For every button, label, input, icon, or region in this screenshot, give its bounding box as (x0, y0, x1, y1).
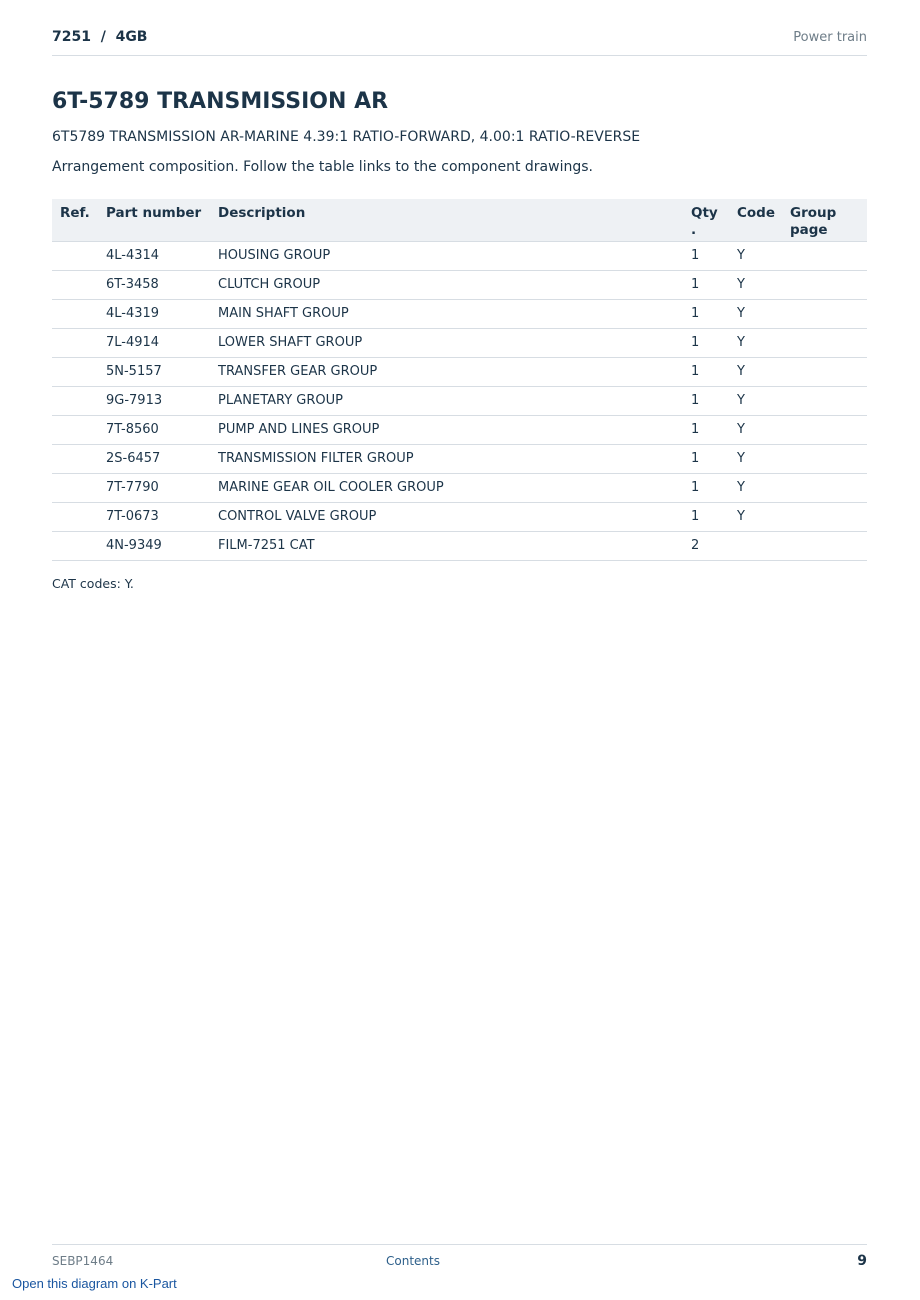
cell-part-number[interactable]: 9G-7913 (98, 386, 210, 415)
contents-link[interactable]: Contents (386, 1254, 440, 1268)
col-header-part-number: Part number (98, 199, 210, 241)
page-header (52, 29, 867, 56)
cell-ref (52, 415, 98, 444)
table-row[interactable] (52, 531, 867, 560)
cell-qty: 1 (683, 241, 729, 270)
cell-code: Y (729, 328, 782, 357)
cell-part-number[interactable]: 7T-7790 (98, 473, 210, 502)
breadcrumb: 7251 / 4GB (52, 29, 148, 45)
cell-code: Y (729, 357, 782, 386)
cell-part-number[interactable]: 2S-6457 (98, 444, 210, 473)
parts-table (52, 199, 867, 561)
table-row[interactable] (52, 299, 867, 328)
cell-description: HOUSING GROUP (210, 241, 683, 270)
cell-qty: 1 (683, 328, 729, 357)
table-row[interactable] (52, 444, 867, 473)
cell-part-number[interactable]: 4N-9349 (98, 531, 210, 560)
cat-codes-note: CAT codes: Y. (52, 576, 134, 591)
cell-ref (52, 444, 98, 473)
cell-description: FILM-7251 CAT (210, 531, 683, 560)
cell-description: TRANSMISSION FILTER GROUP (210, 444, 683, 473)
cell-qty: 2 (683, 531, 729, 560)
col-header-group-page: Group page (782, 199, 867, 241)
cell-group-page (782, 444, 867, 473)
cell-qty: 1 (683, 502, 729, 531)
table-row[interactable] (52, 270, 867, 299)
cell-ref (52, 531, 98, 560)
col-header-ref: Ref. (52, 199, 98, 241)
cell-code: Y (729, 415, 782, 444)
cell-code: Y (729, 473, 782, 502)
col-header-code: Code (729, 199, 782, 241)
table-header-row (52, 199, 867, 241)
cell-part-number[interactable]: 4L-4314 (98, 241, 210, 270)
cell-code: Y (729, 502, 782, 531)
cell-group-page (782, 531, 867, 560)
cell-group-page (782, 241, 867, 270)
cell-code: Y (729, 444, 782, 473)
cell-ref (52, 270, 98, 299)
cell-part-number[interactable]: 4L-4319 (98, 299, 210, 328)
intro-text: Arrangement composition. Follow the table links to the component drawings. (52, 159, 593, 175)
cell-description: CONTROL VALVE GROUP (210, 502, 683, 531)
page-title: 6T-5789 TRANSMISSION AR (52, 89, 389, 114)
cell-ref (52, 386, 98, 415)
page-subtitle: 6T5789 TRANSMISSION AR-MARINE 4.39:1 RATIO-FORWARD, 4.00:1 RATIO-REVERSE (52, 129, 641, 145)
cell-group-page (782, 386, 867, 415)
cell-group-page (782, 502, 867, 531)
cell-description: CLUTCH GROUP (210, 270, 683, 299)
cell-ref (52, 241, 98, 270)
cell-group-page (782, 299, 867, 328)
cell-description: TRANSFER GEAR GROUP (210, 357, 683, 386)
cell-qty: 1 (683, 299, 729, 328)
cell-qty: 1 (683, 415, 729, 444)
table-row[interactable] (52, 386, 867, 415)
cell-qty: 1 (683, 270, 729, 299)
cell-group-page (782, 415, 867, 444)
cell-part-number[interactable]: 7L-4914 (98, 328, 210, 357)
cell-description: MARINE GEAR OIL COOLER GROUP (210, 473, 683, 502)
cell-group-page (782, 328, 867, 357)
col-header-qty: Qty . (683, 199, 729, 241)
table-row[interactable] (52, 415, 867, 444)
cell-description: LOWER SHAFT GROUP (210, 328, 683, 357)
cell-group-page (782, 473, 867, 502)
cell-ref (52, 357, 98, 386)
cell-group-page (782, 357, 867, 386)
cell-ref (52, 328, 98, 357)
table-row[interactable] (52, 502, 867, 531)
cell-qty: 1 (683, 386, 729, 415)
section-label: Power train (793, 30, 867, 45)
table-row[interactable] (52, 241, 867, 270)
cell-qty: 1 (683, 473, 729, 502)
cell-ref (52, 502, 98, 531)
cell-ref (52, 473, 98, 502)
cell-code: Y (729, 299, 782, 328)
page-footer (52, 1244, 867, 1275)
cell-ref (52, 299, 98, 328)
cell-qty: 1 (683, 444, 729, 473)
document-id: SEBP1464 (52, 1254, 114, 1268)
cell-code: Y (729, 270, 782, 299)
cell-code: Y (729, 386, 782, 415)
cell-description: PUMP AND LINES GROUP (210, 415, 683, 444)
cell-group-page (782, 270, 867, 299)
table-body (52, 241, 867, 560)
cell-description: PLANETARY GROUP (210, 386, 683, 415)
table-row[interactable] (52, 328, 867, 357)
page-number: 9 (857, 1253, 867, 1269)
cell-code (729, 531, 782, 560)
cell-part-number[interactable]: 6T-3458 (98, 270, 210, 299)
cell-part-number[interactable]: 7T-8560 (98, 415, 210, 444)
table-row[interactable] (52, 357, 867, 386)
cell-description: MAIN SHAFT GROUP (210, 299, 683, 328)
col-header-description: Description (210, 199, 683, 241)
table-row[interactable] (52, 473, 867, 502)
cell-part-number[interactable]: 5N-5157 (98, 357, 210, 386)
cell-code: Y (729, 241, 782, 270)
cell-part-number[interactable]: 7T-0673 (98, 502, 210, 531)
kpart-link[interactable]: Open this diagram on K-Part (12, 1276, 177, 1291)
cell-qty: 1 (683, 357, 729, 386)
